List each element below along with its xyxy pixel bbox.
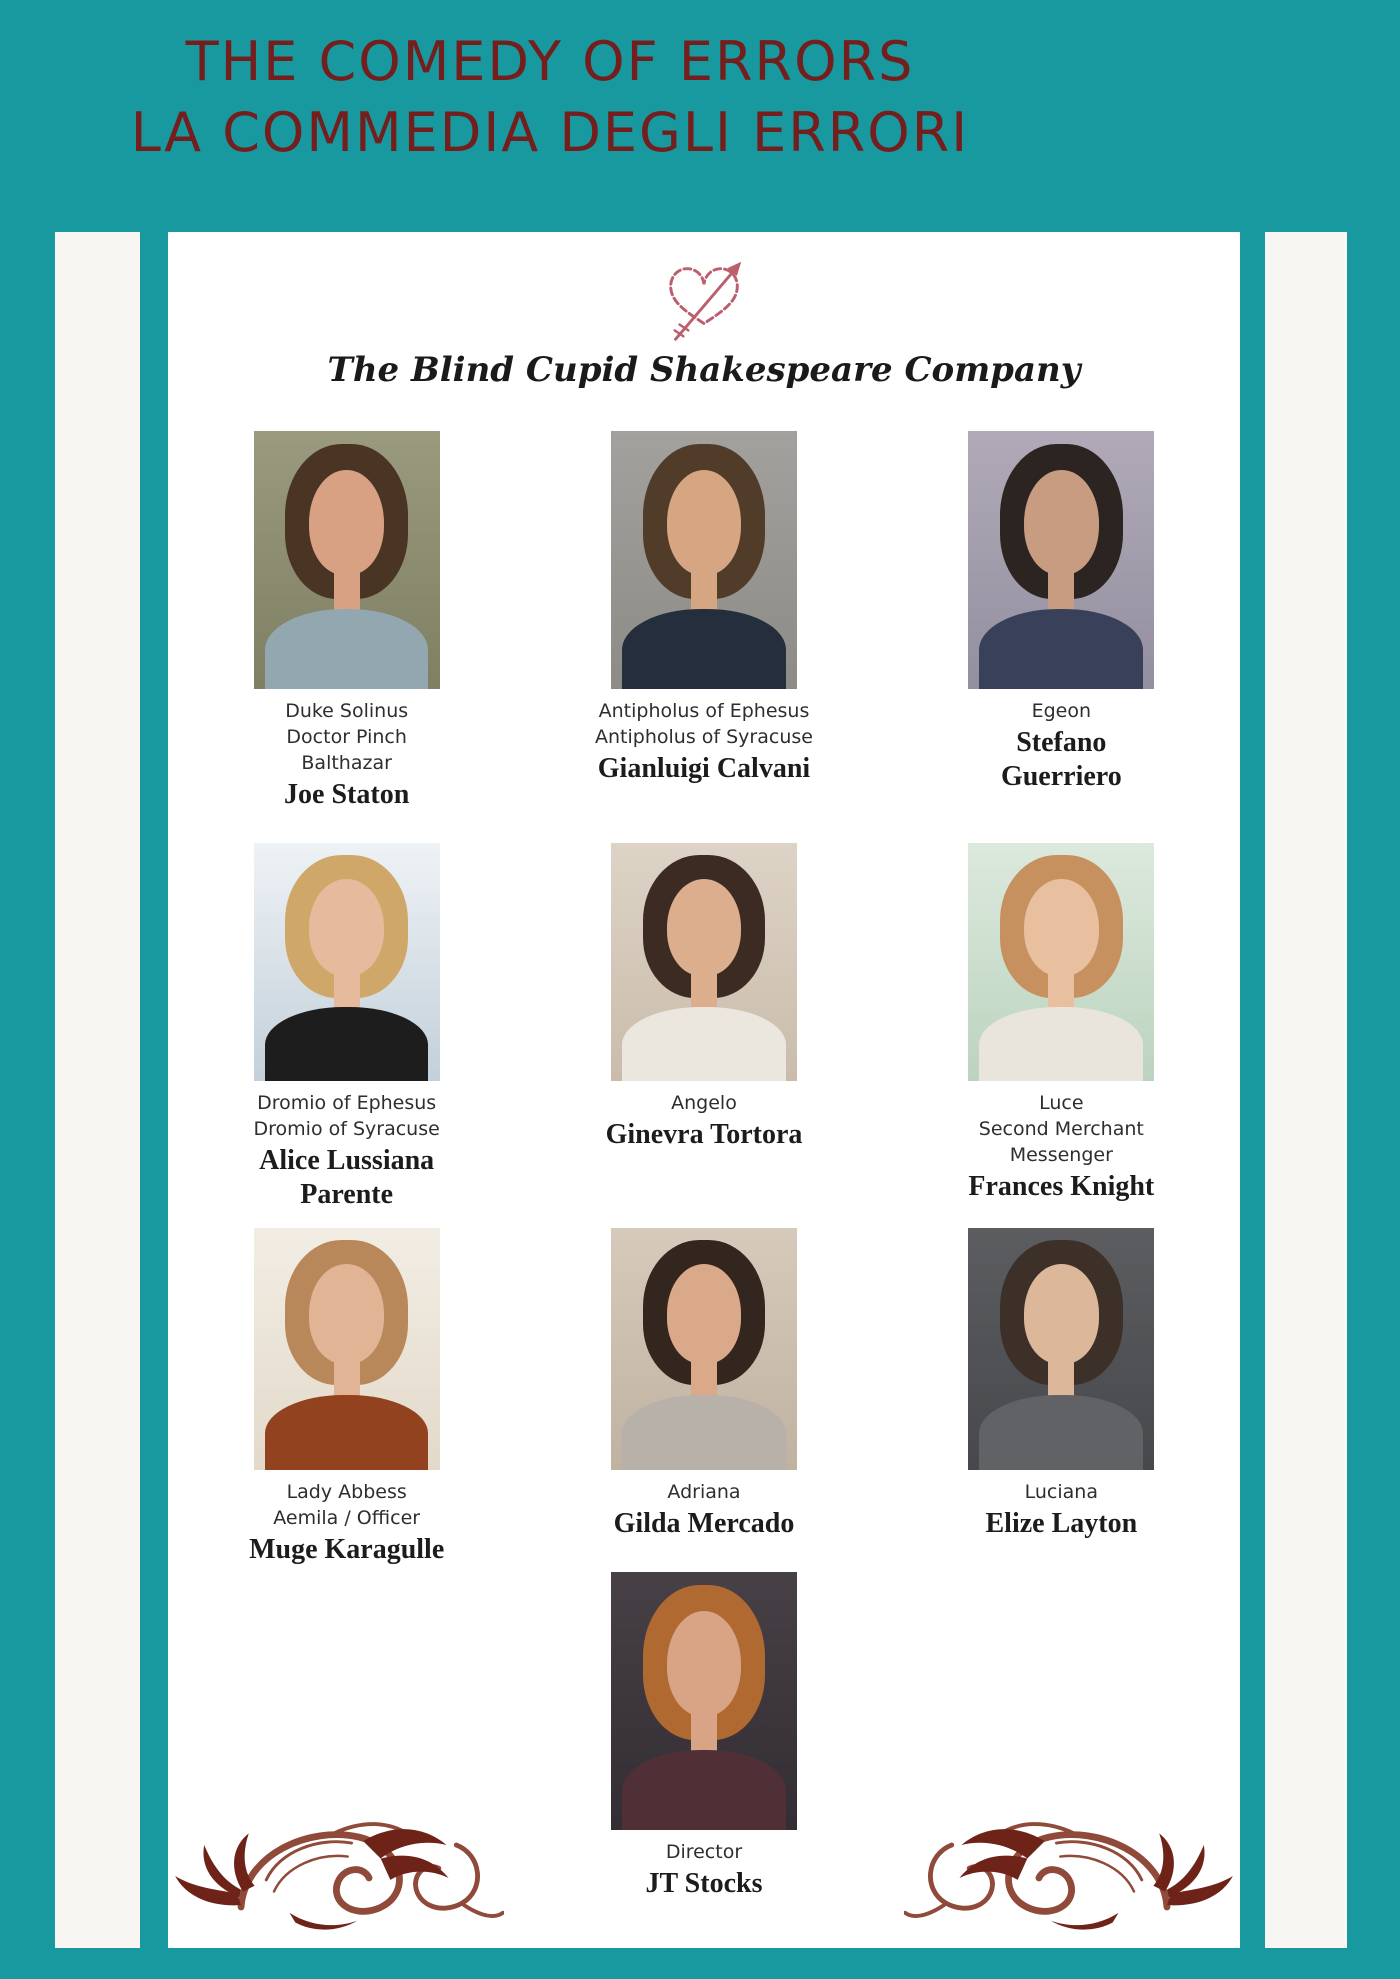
cast-caption [595, 698, 813, 786]
cast-card [883, 431, 1240, 812]
cast-card [168, 431, 525, 812]
role-name: Director [665, 1841, 743, 1863]
portrait-shoulders [622, 1007, 786, 1081]
cast-card [168, 843, 525, 1212]
portrait-face [667, 1611, 741, 1717]
cast-card [168, 1228, 525, 1567]
actor-name [249, 1533, 444, 1567]
poster-title [0, 26, 1100, 168]
portrait-shoulders [979, 1007, 1143, 1081]
company-name: The Blind Cupid Shakespeare Company [327, 350, 1081, 390]
portrait-shoulders [622, 609, 786, 689]
role-list [284, 698, 409, 776]
role-list [968, 1090, 1154, 1168]
role-name: Egeon [1031, 700, 1092, 722]
actor-name-line: Frances Knight [968, 1171, 1155, 1202]
portrait-shoulders [622, 1750, 786, 1830]
cast-row-3 [168, 1228, 1240, 1567]
role-name: Balthazar [301, 752, 392, 774]
actor-name [968, 1170, 1154, 1204]
role-list [1001, 698, 1122, 724]
portrait-face [667, 879, 741, 977]
cast-caption [985, 1479, 1137, 1541]
role-name: Antipholus of Ephesus [598, 700, 810, 722]
role-list [606, 1090, 803, 1116]
role-name: Luce [1039, 1092, 1084, 1114]
cast-card [525, 843, 882, 1212]
actor-name [606, 1118, 803, 1152]
actor-name-line: Gianluigi Calvani [597, 753, 811, 784]
actor-name-line: Elize Layton [985, 1508, 1138, 1539]
cast-caption [284, 698, 409, 812]
actor-name-line: Gilda Mercado [613, 1508, 795, 1539]
portrait-shoulders [979, 1395, 1143, 1470]
actor-name-line: Ginevra Tortora [605, 1119, 803, 1150]
cast-photo [611, 1572, 797, 1830]
role-name: Duke Solinus [285, 700, 409, 722]
cast-caption [646, 1839, 763, 1901]
role-name: Aemila / Officer [273, 1507, 421, 1529]
portrait-face [309, 1264, 383, 1363]
actor-name-line: Guerriero [1000, 761, 1122, 792]
cast-caption [249, 1479, 444, 1567]
paper-strip-left [55, 232, 140, 1948]
role-name: Messenger [1009, 1144, 1113, 1166]
actor-name [1001, 726, 1122, 794]
cast-caption [254, 1090, 440, 1212]
cast-card [525, 1228, 882, 1567]
actor-name [595, 752, 813, 786]
role-name: Dromio of Ephesus [257, 1092, 437, 1114]
actor-name [646, 1867, 763, 1901]
actor-name-line: Alice Lussiana [259, 1145, 435, 1176]
flourish-right-icon [904, 1812, 1236, 1940]
role-name: Doctor Pinch [286, 726, 407, 748]
heart-arrow-icon [654, 252, 754, 350]
cast-row-1 [168, 431, 1240, 812]
cast-card [883, 843, 1240, 1212]
portrait-face [309, 879, 383, 977]
flourish-left-icon [172, 1812, 504, 1940]
role-list [614, 1479, 795, 1505]
portrait-shoulders [622, 1395, 786, 1470]
cast-caption [614, 1479, 795, 1541]
actor-name-line: JT Stocks [645, 1868, 763, 1899]
cast-photo [611, 1228, 797, 1470]
role-name: Lady Abbess [286, 1481, 407, 1503]
role-name: Luciana [1024, 1481, 1098, 1503]
role-name: Angelo [671, 1092, 737, 1114]
role-list [595, 698, 813, 750]
role-name: Adriana [667, 1481, 741, 1503]
title-line-italian: LA COMMEDIA DEGLI ERRORI [130, 101, 970, 164]
cast-photo [254, 1228, 440, 1470]
cast-photo [611, 431, 797, 689]
portrait-shoulders [265, 609, 429, 689]
portrait-shoulders [979, 609, 1143, 689]
portrait-face [667, 1264, 741, 1363]
actor-name-line: Muge Karagulle [249, 1534, 445, 1565]
portrait-face [1024, 470, 1098, 576]
cast-row-2 [168, 843, 1240, 1212]
cast-photo [968, 431, 1154, 689]
portrait-shoulders [265, 1007, 429, 1081]
portrait-shoulders [265, 1395, 429, 1470]
actor-name [614, 1507, 795, 1541]
title-line-english: THE COMEDY OF ERRORS [185, 30, 915, 93]
portrait-face [667, 470, 741, 576]
cast-card [525, 431, 882, 812]
actor-name [284, 778, 409, 812]
role-name: Dromio of Syracuse [253, 1118, 440, 1140]
actor-name-line: Stefano [1016, 727, 1107, 758]
actor-name [254, 1144, 440, 1212]
cast-photo [968, 1228, 1154, 1470]
role-list [254, 1090, 440, 1142]
cast-caption [606, 1090, 803, 1152]
cast-photo [254, 843, 440, 1081]
paper-strip-right [1265, 232, 1347, 1948]
actor-name-line: Parente [300, 1179, 394, 1210]
cast-caption [968, 1090, 1154, 1204]
cast-photo [254, 431, 440, 689]
cast-photo [968, 843, 1154, 1081]
cast-caption [1001, 698, 1122, 794]
portrait-face [1024, 1264, 1098, 1363]
portrait-face [1024, 879, 1098, 977]
role-list [985, 1479, 1137, 1505]
role-list [249, 1479, 444, 1531]
cast-panel [168, 232, 1240, 1948]
role-list [646, 1839, 763, 1865]
cast-photo [611, 843, 797, 1081]
role-name: Antipholus of Syracuse [595, 726, 813, 748]
actor-name-line: Joe Staton [284, 779, 410, 810]
cast-card [883, 1228, 1240, 1567]
actor-name [985, 1507, 1137, 1541]
portrait-face [309, 470, 383, 576]
role-name: Second Merchant [978, 1118, 1144, 1140]
cast-card [525, 1572, 882, 1901]
